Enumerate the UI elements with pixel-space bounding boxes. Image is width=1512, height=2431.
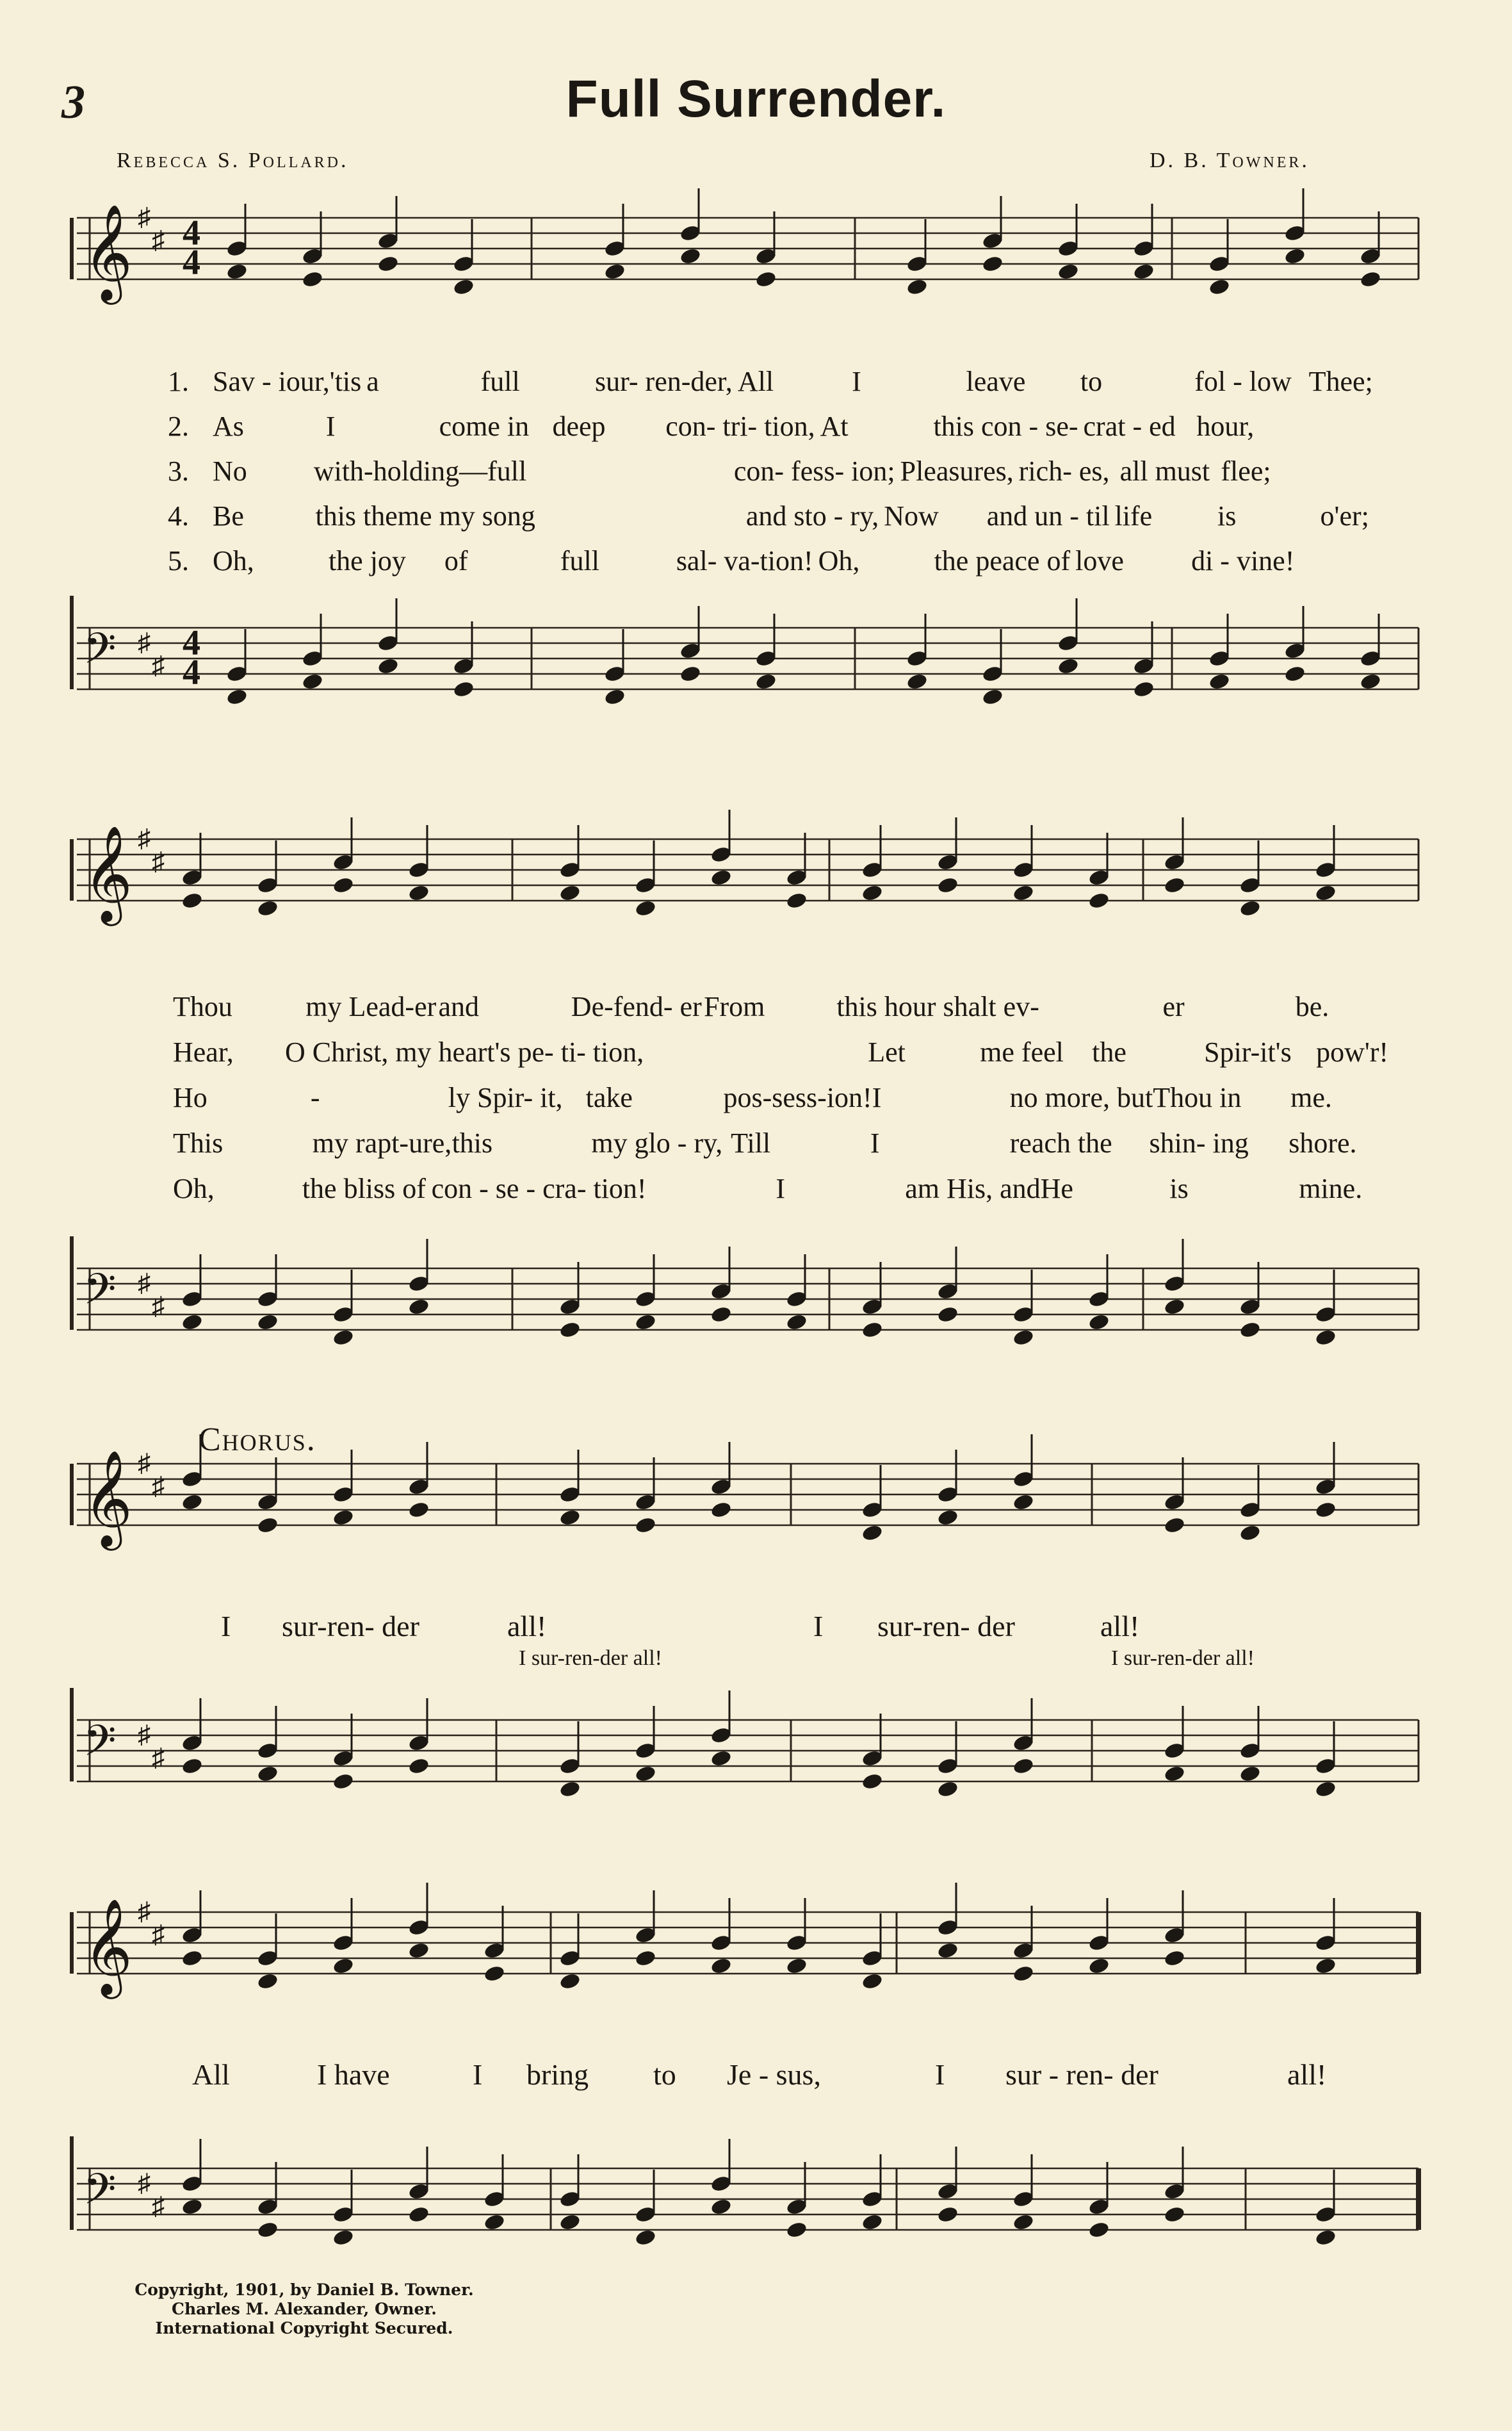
time-signature: 4 — [183, 243, 200, 282]
notehead — [1012, 1328, 1034, 1346]
echo-text: I sur-ren-der all! — [1111, 1646, 1255, 1670]
sharp-icon: ♯ — [138, 628, 150, 657]
notehead — [452, 277, 475, 296]
notehead — [1087, 891, 1110, 910]
lyric-syllable: sal- va-tion! — [676, 544, 813, 577]
notehead — [1314, 1500, 1337, 1519]
lyric-syllable: con- tri- tion, — [665, 410, 815, 442]
notehead — [558, 2213, 581, 2231]
echo-text: I sur-ren-der all! — [519, 1646, 662, 1670]
chorus-word: all! — [1100, 1610, 1140, 1642]
sharp-icon: ♯ — [138, 1448, 150, 1477]
lyric-syllable: ly Spir- it, — [448, 1082, 563, 1113]
sharp-icon: ♯ — [138, 1897, 150, 1926]
verse-line — [173, 984, 1428, 1029]
notehead — [407, 883, 430, 902]
lyric-syllable: Now — [884, 500, 939, 532]
notehead — [936, 2205, 959, 2223]
treble-clef-icon: 𝄞 — [83, 203, 133, 300]
lyric-syllable: pos-sess-ion! — [723, 1082, 872, 1113]
final-word: I — [473, 2058, 483, 2091]
notehead — [1087, 2220, 1110, 2239]
notehead — [1163, 2205, 1185, 2223]
notehead — [1239, 1523, 1261, 1542]
lyric-syllable: - — [310, 1082, 320, 1113]
notehead — [1163, 1297, 1185, 1316]
notehead — [634, 1949, 656, 1967]
notehead — [332, 876, 354, 894]
notehead — [785, 1313, 808, 1331]
lyric-syllable: Oh, — [213, 544, 254, 577]
notehead — [710, 1305, 732, 1323]
notehead — [407, 1941, 430, 1960]
notehead — [861, 2213, 883, 2231]
notehead — [1359, 672, 1381, 691]
lyric-syllable: and un - til — [986, 500, 1110, 532]
notehead — [1163, 1516, 1185, 1534]
notehead — [679, 247, 701, 265]
notehead — [332, 1956, 354, 1975]
notehead — [710, 1500, 732, 1519]
lyric-syllable: no more, but — [1009, 1082, 1153, 1113]
lyric-syllable: the joy — [328, 544, 406, 577]
notehead — [1314, 883, 1337, 902]
verse-block-second-line — [173, 984, 1428, 1211]
notehead — [181, 1756, 203, 1775]
notehead — [861, 1972, 883, 1990]
notehead — [558, 1972, 581, 1990]
lyric-syllable: Be — [213, 500, 244, 532]
notehead — [256, 899, 279, 917]
notehead — [936, 1508, 959, 1527]
lyric-syllable: am His, and — [905, 1173, 1041, 1204]
chorus-word: I — [221, 1610, 231, 1642]
composer-credit: D. B. Towner. — [1150, 149, 1310, 172]
lyric-syllable: take — [585, 1082, 633, 1113]
lyric-syllable: this con - se- — [933, 410, 1078, 442]
notehead — [181, 1493, 203, 1511]
bass-clef-icon: 𝄢 — [83, 1265, 117, 1324]
lyric-syllable: shin- ing — [1149, 1127, 1249, 1159]
treble-clef-icon: 𝄞 — [83, 824, 133, 922]
notehead — [634, 2228, 656, 2247]
lyric-syllable: with-holding—full — [313, 455, 527, 487]
copyright-line: Charles M. Alexander, Owner. — [172, 2300, 437, 2318]
lyric-syllable: con - se - cra- tion! — [431, 1173, 647, 1204]
copyright-line: International Copyright Secured. — [155, 2319, 453, 2337]
bass-staff — [0, 2136, 1512, 2264]
notehead — [377, 657, 399, 675]
sharp-icon: ♯ — [152, 225, 165, 254]
lyric-syllable: o'er; — [1320, 500, 1369, 532]
notehead — [301, 672, 323, 691]
notehead — [1208, 672, 1230, 691]
bass-staff — [0, 1688, 1512, 1816]
verse-number: 2. — [168, 410, 189, 442]
bass-clef-icon: 𝄢 — [83, 2165, 117, 2224]
verse-line — [168, 538, 1423, 583]
sharp-icon: ♯ — [152, 847, 165, 876]
notehead — [1208, 277, 1230, 296]
notehead — [785, 891, 808, 910]
lyric-syllable: er — [1162, 991, 1185, 1022]
lyric-syllable: Oh, — [173, 1173, 215, 1204]
notehead — [332, 1328, 354, 1346]
verse-line — [168, 448, 1423, 493]
lyric-syllable: come in — [439, 410, 530, 442]
sharp-icon: ♯ — [138, 1720, 150, 1749]
lyric-syllable: me. — [1290, 1082, 1332, 1113]
notehead — [377, 254, 399, 273]
lyric-syllable: This — [173, 1127, 224, 1159]
lyric-syllable: Thou — [173, 991, 232, 1022]
verse-block-first-line — [168, 359, 1423, 583]
notehead — [936, 1941, 959, 1960]
notehead — [981, 687, 1004, 706]
notehead — [1012, 1756, 1034, 1775]
lyric-syllable: my rapt-ure, — [312, 1127, 452, 1159]
notehead — [332, 1772, 354, 1790]
lyric-syllable: flee; — [1221, 455, 1271, 487]
final-word: bring — [526, 2058, 589, 2091]
hymn-title: Full Surrender. — [565, 70, 947, 128]
notehead — [710, 1749, 732, 1767]
notehead — [710, 868, 732, 887]
lyric-syllable: I — [325, 410, 336, 442]
lyric-syllable: hour, — [1196, 410, 1255, 442]
notehead — [1087, 1313, 1110, 1331]
lyric-syllable: I — [872, 1082, 882, 1113]
final-word: Je - sus, — [727, 2058, 821, 2091]
notehead — [1012, 1964, 1034, 1983]
notehead — [1239, 1764, 1261, 1783]
notehead — [936, 1305, 959, 1323]
lyric-syllable: No — [213, 455, 247, 487]
lyric-syllable: I — [776, 1173, 786, 1204]
lyric-syllable: reach the — [1009, 1127, 1112, 1159]
lyric-syllable: Oh, — [818, 544, 860, 577]
lyric-syllable: Till — [731, 1127, 771, 1159]
notehead — [603, 687, 626, 706]
lyric-syllable: Let — [868, 1036, 906, 1068]
notehead — [1359, 270, 1381, 288]
time-signature: 4 — [183, 213, 200, 253]
lyric-syllable: the peace of — [934, 544, 1071, 577]
notehead — [1239, 1320, 1261, 1339]
lyric-syllable: life — [1114, 500, 1153, 532]
lyric-syllable: to — [1080, 365, 1103, 397]
sharp-icon: ♯ — [152, 651, 165, 680]
copyright-line: Copyright, 1901, by Daniel B. Towner. — [134, 2280, 474, 2299]
lyric-syllable: crat - ed — [1083, 410, 1176, 442]
notehead — [1163, 876, 1185, 894]
verse-line — [168, 404, 1423, 448]
sharp-icon: ♯ — [152, 1471, 165, 1500]
verse-line — [173, 1029, 1428, 1075]
lyric-syllable: full — [480, 365, 520, 397]
lyric-syllable: rich- es, — [1018, 455, 1110, 487]
lyric-syllable: O Christ, my heart's pe- ti- tion, — [284, 1036, 644, 1068]
notehead — [181, 1949, 203, 1967]
notehead — [558, 1508, 581, 1527]
notehead — [483, 1964, 505, 1983]
notehead — [407, 1756, 430, 1775]
notehead — [256, 1313, 279, 1331]
lyric-syllable: di - vine! — [1191, 544, 1295, 577]
lyric-syllable: full — [560, 544, 599, 577]
chorus-label: Chorus. — [199, 1421, 316, 1458]
verse-line — [173, 1075, 1428, 1120]
verse-number: 1. — [168, 365, 189, 397]
notehead — [710, 2197, 732, 2216]
lyric-syllable: this hour shalt ev — [836, 991, 1030, 1022]
chorus-word: sur-ren- der — [282, 1610, 419, 1642]
notehead — [181, 2197, 203, 2216]
lyric-syllable: all must — [1119, 455, 1210, 487]
notehead — [407, 2205, 430, 2223]
time-signature: 4 — [183, 623, 200, 663]
notehead — [936, 876, 959, 894]
lyric-syllable: fol - low — [1194, 365, 1292, 397]
notehead — [754, 270, 777, 288]
notehead — [1314, 1780, 1337, 1798]
lyric-syllable: and — [438, 991, 480, 1022]
sharp-icon: ♯ — [138, 2168, 150, 2197]
notehead — [1314, 1328, 1337, 1346]
sharp-icon: ♯ — [152, 1291, 165, 1320]
final-word: all! — [1287, 2058, 1327, 2091]
notehead — [861, 1523, 883, 1542]
notehead — [1057, 657, 1079, 675]
notehead — [452, 680, 475, 698]
notehead — [634, 899, 656, 917]
treble-staff — [0, 807, 1512, 935]
final-word: sur - ren- der — [1005, 2058, 1158, 2091]
notehead — [634, 1313, 656, 1331]
notehead — [634, 1516, 656, 1534]
notehead — [861, 883, 883, 902]
lyricist-credit: Rebecca S. Pollard. — [117, 149, 349, 172]
notehead — [301, 270, 323, 288]
lyric-syllable: sur- ren-der, — [595, 365, 733, 397]
notehead — [785, 2220, 808, 2239]
lyric-syllable: the bliss of — [302, 1173, 426, 1204]
notehead — [861, 1320, 883, 1339]
notehead — [785, 1956, 808, 1975]
notehead — [679, 664, 701, 683]
notehead — [754, 672, 777, 691]
treble-clef-icon: 𝄞 — [83, 1897, 133, 1995]
notehead — [603, 262, 626, 281]
treble-staff — [0, 1880, 1512, 2008]
notehead — [181, 891, 203, 910]
lyric-syllable: the — [1092, 1036, 1126, 1068]
lyric-syllable: He — [1040, 1173, 1073, 1204]
lyric-syllable: and sto - ry, — [745, 500, 879, 532]
notehead — [710, 1956, 732, 1975]
lyric-syllable: De-fend- er — [571, 991, 702, 1022]
notehead — [634, 1764, 656, 1783]
lyric-syllable: my glo - ry, — [591, 1127, 723, 1159]
lyric-syllable: Thou in — [1153, 1082, 1242, 1113]
notehead — [1283, 247, 1306, 265]
verse-line — [173, 1120, 1428, 1166]
bass-clef-icon: 𝄢 — [83, 1716, 117, 1776]
lyric-syllable: my Lead-er — [305, 991, 437, 1022]
sharp-icon: ♯ — [152, 2191, 165, 2220]
lyric-syllable: mine. — [1299, 1173, 1363, 1204]
lyric-syllable: this — [451, 1127, 493, 1159]
page-number: 3 — [61, 76, 85, 129]
notehead — [181, 1313, 203, 1331]
lyric-syllable: Pleasures, — [900, 455, 1014, 487]
notehead — [1012, 1493, 1034, 1511]
lyric-syllable: of — [444, 544, 468, 577]
lyric-syllable: As — [213, 410, 244, 442]
notehead — [1283, 664, 1306, 683]
verse-number: 3. — [168, 455, 189, 487]
final-word: I have — [317, 2058, 390, 2091]
treble-staff — [0, 186, 1512, 314]
notehead — [1163, 1949, 1185, 1967]
lyric-syllable: - — [1030, 991, 1039, 1022]
sharp-icon: ♯ — [138, 1268, 150, 1297]
verse-number: 4. — [168, 500, 189, 532]
lyric-syllable: At — [820, 410, 849, 442]
bass-staff — [0, 596, 1512, 724]
notehead — [558, 883, 581, 902]
verse-line — [168, 493, 1423, 538]
sharp-icon: ♯ — [152, 1920, 165, 1949]
sharp-icon: ♯ — [138, 202, 150, 231]
lyric-syllable: is — [1169, 1173, 1189, 1204]
lyric-syllable: I — [870, 1127, 880, 1159]
lyric-syllable: leave — [966, 365, 1026, 397]
verse-line — [168, 359, 1423, 404]
lyric-syllable: love — [1075, 544, 1124, 577]
lyric-syllable: this theme my song — [315, 500, 535, 532]
sharp-icon: ♯ — [138, 824, 150, 853]
notehead — [256, 1764, 279, 1783]
final-word: to — [653, 2058, 676, 2091]
lyric-syllable: Ho — [173, 1082, 207, 1113]
notehead — [981, 254, 1004, 273]
lyric-syllable: me feel — [980, 1036, 1064, 1068]
notehead — [1057, 262, 1079, 281]
lyric-syllable: deep — [552, 410, 606, 442]
notehead — [1087, 1956, 1110, 1975]
lyric-syllable: pow'r! — [1316, 1036, 1389, 1068]
lyric-syllable: a — [366, 365, 379, 397]
treble-clef-icon: 𝄞 — [83, 1449, 133, 1546]
notehead — [861, 1772, 883, 1790]
notehead — [1314, 1956, 1337, 1975]
notehead — [1012, 2213, 1034, 2231]
time-signature: 4 — [183, 653, 200, 692]
notehead — [558, 1320, 581, 1339]
lyric-syllable: be. — [1295, 991, 1329, 1022]
lyric-syllable: Spir-it's — [1204, 1036, 1292, 1068]
bass-clef-icon: 𝄢 — [83, 624, 117, 683]
chorus-word: sur-ren- der — [877, 1610, 1015, 1642]
lyric-syllable: Sav - iour,'tis — [213, 365, 362, 397]
chorus-word: all! — [507, 1610, 547, 1642]
bass-staff — [0, 1236, 1512, 1364]
notehead — [1012, 883, 1034, 902]
copyright-notice — [125, 2280, 484, 2338]
notehead — [1163, 1764, 1185, 1783]
notehead — [483, 2213, 505, 2231]
sharp-icon: ♯ — [152, 1743, 165, 1772]
chorus-word: I — [813, 1610, 824, 1642]
final-word: All — [192, 2058, 230, 2091]
notehead — [225, 262, 248, 281]
lyric-syllable: I — [852, 365, 861, 397]
notehead — [407, 1500, 430, 1519]
notehead — [558, 1780, 581, 1798]
notehead — [332, 2228, 354, 2247]
notehead — [936, 1780, 959, 1798]
lyric-syllable: All — [737, 365, 774, 397]
verse-number: 5. — [168, 544, 189, 577]
notehead — [1314, 2228, 1337, 2247]
notehead — [225, 687, 248, 706]
notehead — [332, 1508, 354, 1527]
notehead — [407, 1297, 430, 1316]
notehead — [1239, 899, 1261, 917]
notehead — [1132, 680, 1155, 698]
notehead — [256, 1516, 279, 1534]
verse-line — [173, 1166, 1428, 1211]
notehead — [906, 277, 928, 296]
lyric-syllable: Hear, — [173, 1036, 234, 1068]
notehead — [1132, 262, 1155, 281]
lyric-syllable: is — [1217, 500, 1237, 532]
final-word: I — [935, 2058, 945, 2091]
lyric-syllable: Thee; — [1308, 365, 1373, 397]
lyric-syllable: From — [704, 991, 765, 1022]
lyric-syllable: con- fess- ion; — [733, 455, 895, 487]
notehead — [256, 2220, 279, 2239]
notehead — [256, 1972, 279, 1990]
notehead — [906, 672, 928, 691]
lyric-syllable: shore. — [1288, 1127, 1357, 1159]
